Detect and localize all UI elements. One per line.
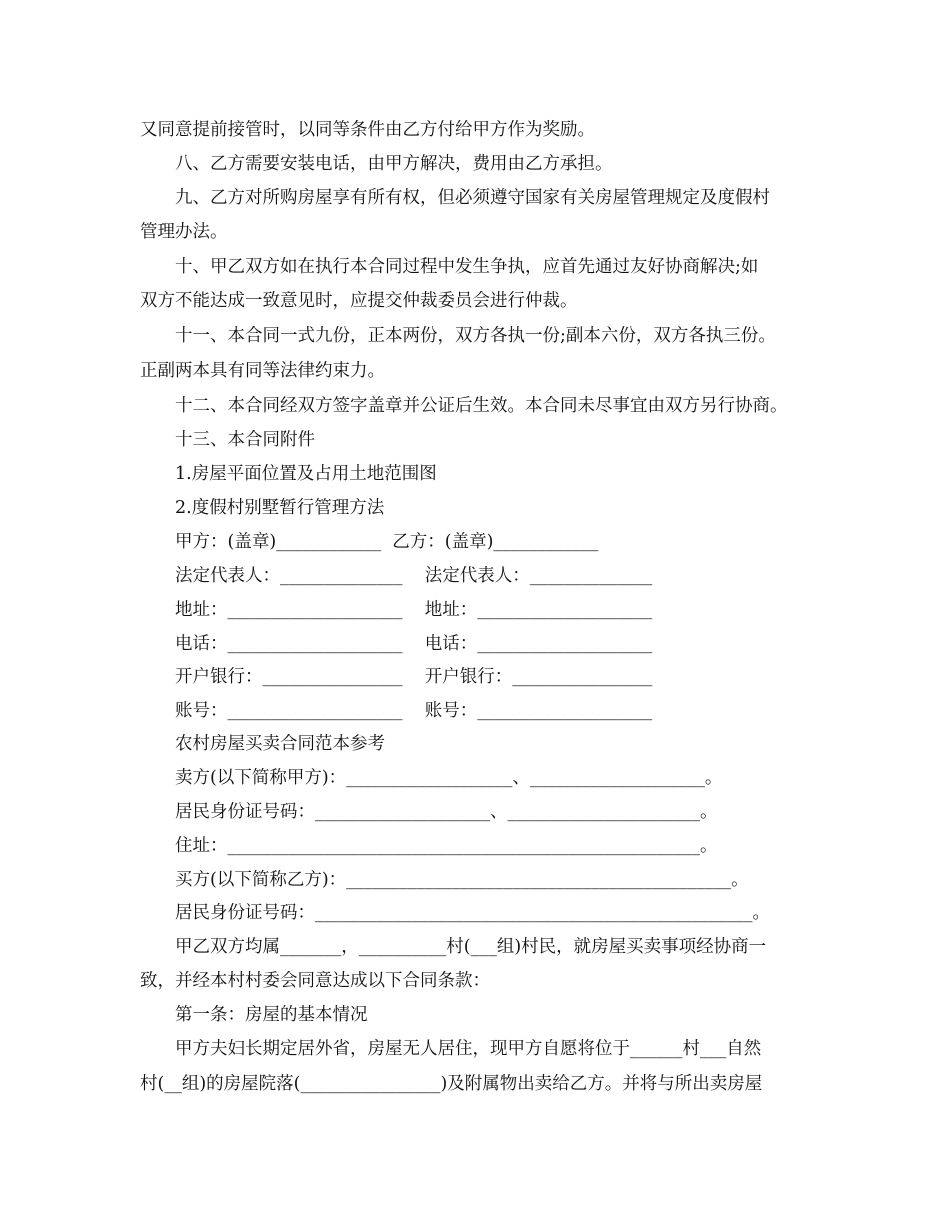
signature-line: 电话：____________________ 电话：____________________ — [175, 634, 653, 654]
signature-line: 账号：____________________ 账号：____________________ — [175, 701, 653, 721]
form-line: 居民身份证号码：__________________________________________________。 — [175, 903, 770, 923]
section-heading: 农村房屋买卖合同范本参考 — [175, 734, 385, 754]
text-line: 又同意提前接管时，以同等条件由乙方付给甲方作为奖励。 — [140, 120, 595, 140]
text-line: 村(__组)的房屋院落(________________)及附属物出卖给乙方。并将与所出卖房屋 — [140, 1074, 763, 1094]
text-line: 2.度假村别墅暂行管理方法 — [175, 498, 385, 518]
text-line: 1.房屋平面位置及占用土地范围图 — [175, 464, 437, 484]
section-heading: 第一条：房屋的基本情况 — [175, 1005, 368, 1025]
text-line: 十、甲乙双方如在执行本合同过程中发生争执，应首先通过友好协商解决;如 — [175, 257, 759, 277]
text-line: 甲方夫妇长期定居外省，房屋无人居住，现甲方自愿将位于______村___自然 — [175, 1039, 762, 1059]
form-line: 住址：______________________________________________________。 — [175, 836, 718, 856]
signature-line: 甲方：(盖章)____________ 乙方：(盖章)____________ — [175, 532, 599, 552]
text-line: 九、乙方对所购房屋享有所有权，但必须遵守国家有关房屋管理规定及度假村 — [175, 188, 770, 208]
text-line: 十二、本合同经双方签字盖章并公证后生效。本合同未尽事宜由双方另行协商。 — [175, 396, 788, 416]
form-line: 卖方(以下简称甲方)：___________________、____________________。 — [175, 768, 723, 788]
text-line: 致，并经本村村委会同意达成以下合同条款： — [140, 971, 490, 991]
text-line: 双方不能达成一致意见时，应提交仲裁委员会进行仲裁。 — [140, 291, 578, 311]
text-line: 十三、本合同附件 — [175, 430, 315, 450]
signature-line: 地址：____________________ 地址：____________________ — [175, 600, 653, 620]
text-line: 十一、本合同一式九份，正本两份，双方各执一份;副本六份，双方各执三份。 — [175, 326, 776, 346]
text-line: 八、乙方需要安装电话，由甲方解决，费用由乙方承担。 — [175, 154, 613, 174]
form-line: 买方(以下简称乙方)：____________________________________________。 — [175, 870, 749, 890]
text-line: 管理办法。 — [140, 222, 228, 242]
form-line: 居民身份证号码：____________________、______________________。 — [175, 802, 718, 822]
text-line: 甲乙双方均属_______，__________村(___组)村民，就房屋买卖事项经协商一 — [175, 937, 767, 957]
signature-line: 法定代表人：______________ 法定代表人：______________ — [175, 566, 653, 586]
signature-line: 开户银行：________________ 开户银行：________________ — [175, 667, 653, 687]
text-line: 正副两本具有同等法律约束力。 — [140, 361, 385, 381]
